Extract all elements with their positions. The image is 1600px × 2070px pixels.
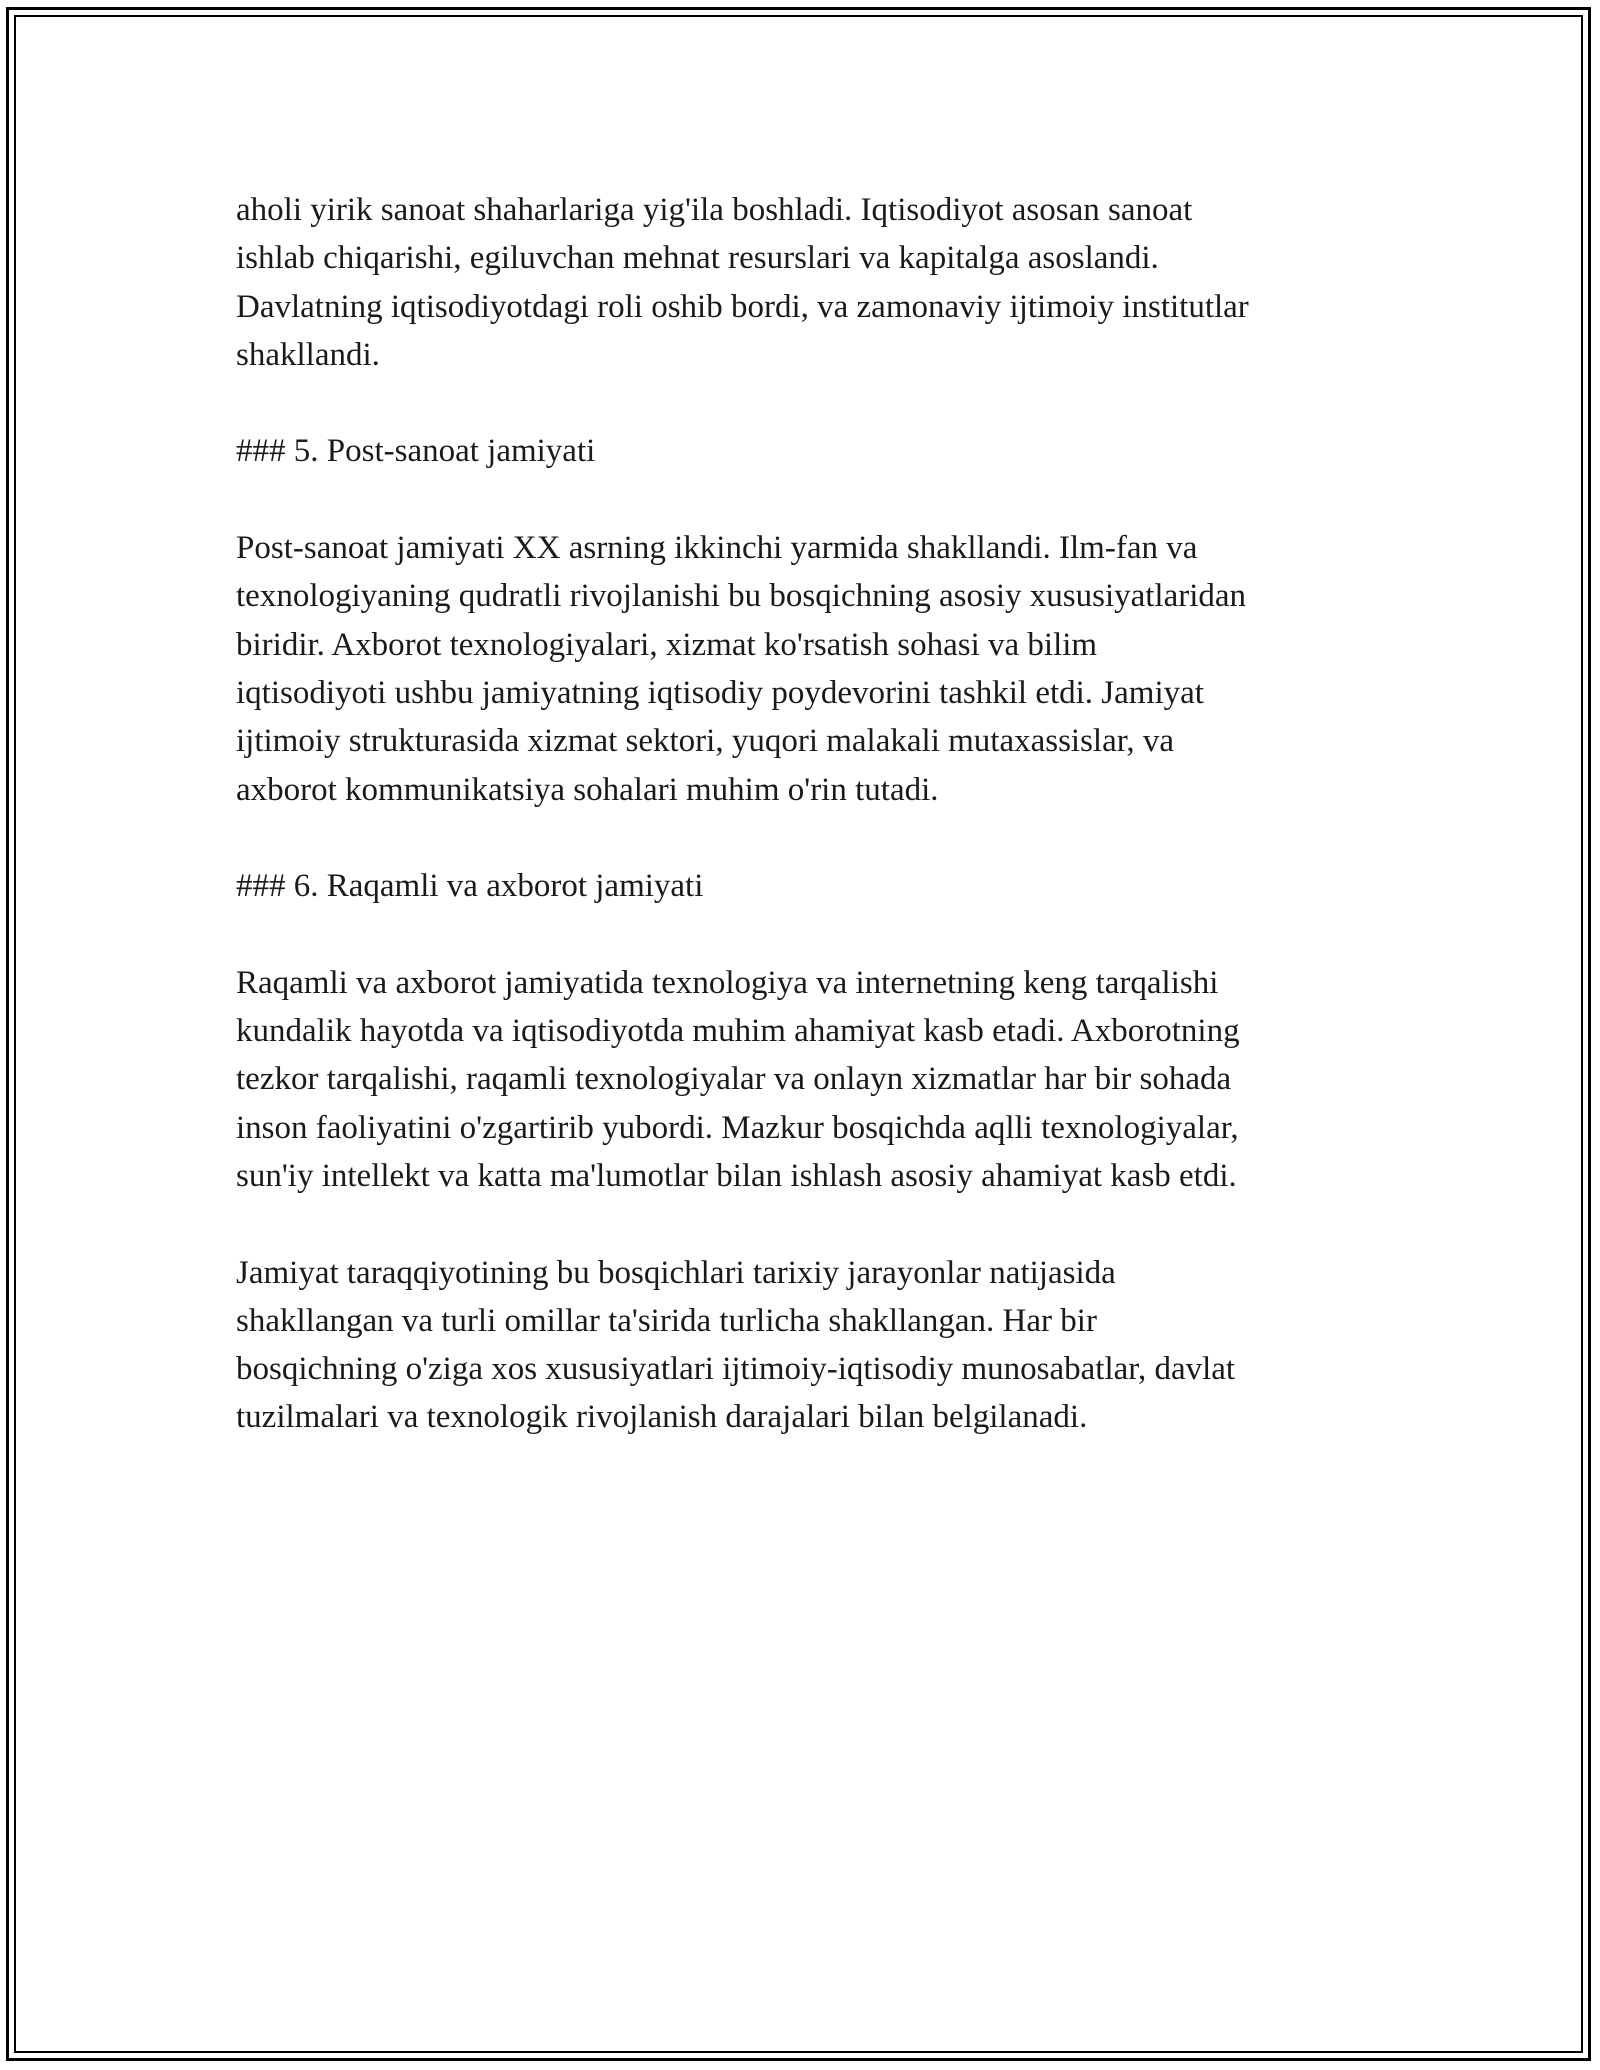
text-line: kundalik hayotda va iqtisodiyotda muhim ahamiyat kasb etadi. Axborotning: [236, 1013, 1240, 1050]
paragraph-conclusion: [236, 1249, 1376, 1442]
text-line: Jamiyat taraqqiyotining bu bosqichlari tarixiy jarayonlar natijasida: [236, 1254, 1116, 1291]
paragraph-digital-information: [236, 959, 1376, 1200]
text-line: shakllandi.: [236, 336, 380, 373]
text-line: Post-sanoat jamiyati XX asrning ikkinchi yarmida shakllandi. Ilm-fan va: [236, 530, 1198, 567]
text-line: sun'iy intellekt va katta ma'lumotlar bilan ishlash asosiy ahamiyat kasb etdi.: [236, 1157, 1237, 1194]
text-line: iqtisodiyoti ushbu jamiyatning iqtisodiy poydevorini tashkil etdi. Jamiyat: [236, 674, 1204, 711]
text-line: tuzilmalari va texnologik rivojlanish darajalari bilan belgilanadi.: [236, 1399, 1088, 1436]
section-heading-post-industrial: ### 5. Post-sanoat jamiyati: [236, 433, 596, 470]
text-line: ishlab chiqarishi, egiluvchan mehnat resurslari va kapitalga asoslandi.: [236, 240, 1159, 277]
text-line: biridir. Axborot texnologiyalari, xizmat ko'rsatish sohasi va bilim: [236, 626, 1098, 663]
text-line: Davlatning iqtisodiyotdagi roli oshib bordi, va zamonaviy ijtimoiy institutlar: [236, 288, 1249, 325]
document-body: [236, 186, 1376, 1490]
paragraph-industrial-society-continued: [236, 186, 1376, 379]
section-heading-digital-information: ### 6. Raqamli va axborot jamiyati: [236, 868, 704, 905]
paragraph-post-industrial: [236, 524, 1376, 814]
text-line: aholi yirik sanoat shaharlariga yig'ila boshladi. Iqtisodiyot asosan sanoat: [236, 192, 1193, 228]
text-line: axborot kommunikatsiya sohalari muhim o'rin tutadi.: [236, 771, 939, 808]
text-line: bosqichning o'ziga xos xususiyatlari ijtimoiy-iqtisodiy munosabatlar, davlat: [236, 1351, 1236, 1388]
text-line: tezkor tarqalishi, raqamli texnologiyalar va onlayn xizmatlar har bir sohada: [236, 1061, 1232, 1098]
text-line: Raqamli va axborot jamiyatida texnologiya va internetning keng tarqalishi: [236, 964, 1219, 1001]
text-line: inson faoliyatini o'zgartirib yubordi. Mazkur bosqichda aqlli texnologiyalar,: [236, 1109, 1239, 1146]
text-line: ijtimoiy strukturasida xizmat sektori, yuqori malakali mutaxassislar, va: [236, 723, 1175, 760]
text-line: texnologiyaning qudratli rivojlanishi bu bosqichning asosiy xususiyatlaridan: [236, 578, 1247, 615]
text-line: shakllangan va turli omillar ta'sirida turlicha shakllangan. Har bir: [236, 1302, 1097, 1339]
